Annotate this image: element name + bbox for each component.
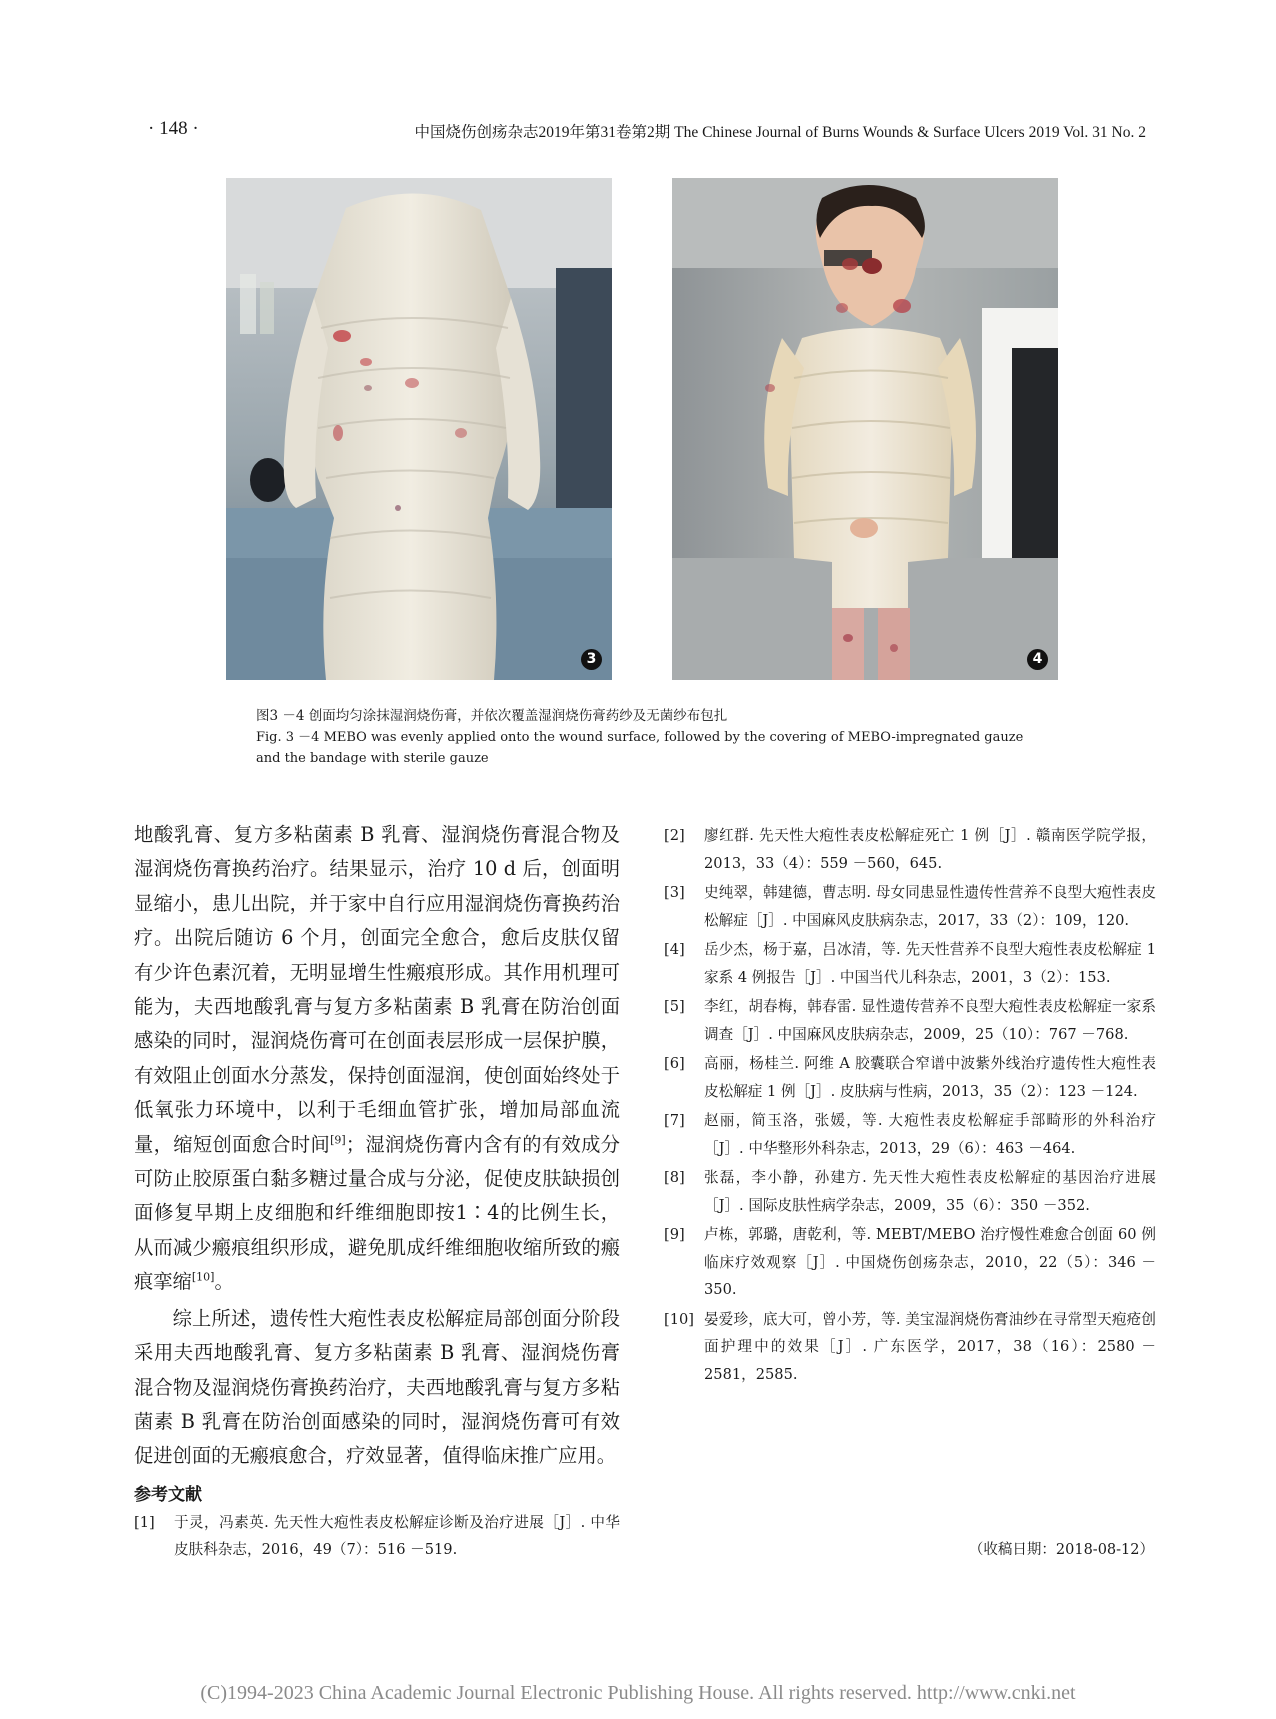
journal-running-head: 中国烧伤创疡杂志2019年第31卷第2期 The Chinese Journal of Burns Wounds & Surface Ulcers 2019 Vol. 31 No. 2 xyxy=(414,124,1146,141)
reference-text: 岳少杰，杨于嘉，吕冰清，等. 先天性营养不良型大疱性表皮松解症 1 家系 4 例报告［J］. 中国当代儿科杂志，2001，3（2）：153. xyxy=(704,941,1156,986)
reference-number: [3] xyxy=(664,884,685,901)
running-header xyxy=(148,118,1146,148)
reference-item xyxy=(664,1107,1156,1162)
reference-text: 史纯翠，韩建德，曹志明. 母女同患显性遗传性营养不良型大疱性表皮松解症［J］. 中国麻风皮肤病杂志，2017，33（2）：109，120. xyxy=(704,884,1156,929)
figure-caption-english-line1: Fig. 3 －4 MEBO was evenly applied onto the wound surface, followed by the covering of MEBO-impregnated gauze xyxy=(256,730,1024,745)
reference-number: [5] xyxy=(664,998,685,1015)
reference-item xyxy=(664,822,1156,877)
figure-4-photo xyxy=(672,178,1058,680)
body-paragraph-1 xyxy=(134,818,620,1300)
copyright-footer: (C)1994-2023 China Academic Journal Electronic Publishing House. All rights reserved. http://www.cnki.net xyxy=(200,1682,1076,1704)
reference-text: 李红，胡春梅，韩春雷. 显性遗传营养不良型大疱性表皮松解症一家系调查［J］. 中国麻风皮肤病杂志，2009，25（10）：767 －768. xyxy=(704,998,1156,1043)
references-heading: 参考文献 xyxy=(134,1484,202,1505)
reference-item xyxy=(134,1509,620,1564)
citation-10: [10] xyxy=(191,1270,215,1284)
reference-item xyxy=(664,993,1156,1048)
reference-text: 高丽，杨桂兰. 阿维 A 胶囊联合窄谱中波紫外线治疗遗传性大疱性表皮松解症 1 例［J］. 皮肤病与性病，2013，35（2）：123 －124. xyxy=(704,1055,1156,1100)
body-paragraph-2: 综上所述，遗传性大疱性表皮松解症局部创面分阶段采用夫西地酸乳膏、复方多粘菌素 B 乳膏、湿润烧伤膏混合物及湿润烧伤膏换药治疗，夫西地酸乳膏与复方多粘菌素 B 乳膏在防治创面感染的同时，湿润烧伤膏可有效促进创面的无瘢痕愈合，疗效显著，值得临床推广应用。 xyxy=(134,1306,620,1468)
page-number: · 148 · xyxy=(148,118,199,139)
received-date: （收稿日期：2018-08-12） xyxy=(968,1542,1154,1558)
reference-number: [10] xyxy=(664,1310,694,1328)
panel-badge-4: 4 xyxy=(1027,649,1048,670)
reference-number: [1] xyxy=(134,1513,155,1531)
reference-item xyxy=(664,879,1156,934)
figure-caption-chinese: 图3 －4 创面均匀涂抹湿润烧伤膏，并依次覆盖湿润烧伤膏药纱及无菌纱布包扎 xyxy=(256,708,728,724)
reference-number: [9] xyxy=(664,1226,685,1243)
right-column-references xyxy=(664,822,1156,1390)
reference-item xyxy=(664,936,1156,991)
body-paragraph-1-text-c: 。 xyxy=(214,1270,234,1294)
citation-9: [9] xyxy=(330,1133,346,1147)
reference-number: [4] xyxy=(664,941,685,958)
left-column xyxy=(134,818,620,1566)
reference-text: 赵丽，简玉洛，张媛，等. 大疱性表皮松解症手部畸形的外科治疗［J］. 中华整形外科杂志，2013，29（6）：463 －464. xyxy=(704,1112,1156,1157)
figure-3-photo xyxy=(226,178,612,680)
reference-number: [6] xyxy=(664,1055,685,1072)
reference-text: 张磊，李小静，孙建方. 先天性大疱性表皮松解症的基因治疗进展［J］. 国际皮肤性病学杂志，2009，35（6）：350 －352. xyxy=(704,1169,1156,1214)
reference-item xyxy=(664,1050,1156,1105)
reference-item xyxy=(664,1221,1156,1304)
figure-caption xyxy=(256,706,1056,769)
reference-number: [8] xyxy=(664,1169,685,1186)
body-paragraph-1-text-b: ；湿润烧伤膏内含有的有效成分可防止胶原蛋白黏多糖过量合成与分泌，促使皮肤缺损创面修复早期上皮细胞和纤维细胞即按1∶4的比例生长，从而减少瘢痕组织形成，避免肌成纤维细胞收缩所致的瘢痕挛缩 xyxy=(134,1132,620,1294)
reference-text: 卢栋，郭璐，唐乾利，等. MEBT/MEBO 治疗慢性难愈合创面 60 例临床疗效观察［J］. 中国烧伤创疡杂志，2010，22（5）：346 －350. xyxy=(704,1226,1156,1298)
reference-number: [2] xyxy=(664,827,685,844)
reference-text: 于灵，冯素英. 先天性大疱性表皮松解症诊断及治疗进展［J］. 中华皮肤科杂志，2016，49（7）：516 －519. xyxy=(174,1513,620,1559)
panel-badge-3: 3 xyxy=(581,649,602,670)
body-paragraph-1-text-a: 地酸乳膏、复方多粘菌素 B 乳膏、湿润烧伤膏混合物及湿润烧伤膏换药治疗。结果显示，治疗 10 d 后，创面明显缩小，患儿出院，并于家中自行应用湿润烧伤膏换药治疗。出院后随访 6 个月，创面完全愈合，愈后皮肤仅留有少许色素沉着，无明显增生性瘢痕形成。其作用机理可能为，夫西地酸乳膏与复方多粘菌素 B 乳膏在防治创面感染的同时，湿润烧伤膏可在创面表层形成一层保护膜，有效阻止创面水分蒸发，保持创面湿润，使创面始终处于低氧张力环境中，以利于毛细血管扩张，增加局部血流量，缩短创面愈合时间 xyxy=(134,823,620,1156)
reference-text: 廖红群. 先天性大疱性表皮松解症死亡 1 例［J］. 赣南医学院学报，2013，33（4）：559 －560，645. xyxy=(704,827,1156,872)
reference-item xyxy=(664,1164,1156,1219)
reference-item xyxy=(664,1306,1156,1389)
figure-caption-english-line2: and the bandage with sterile gauze xyxy=(256,751,489,766)
reference-text: 晏爱珍，底大可，曾小芳，等. 美宝湿润烧伤膏油纱在寻常型天疱疮创面护理中的效果［J］. 广东医学，2017，38（16）：2580 －2581，2585. xyxy=(704,1310,1156,1383)
reference-number: [7] xyxy=(664,1112,685,1129)
